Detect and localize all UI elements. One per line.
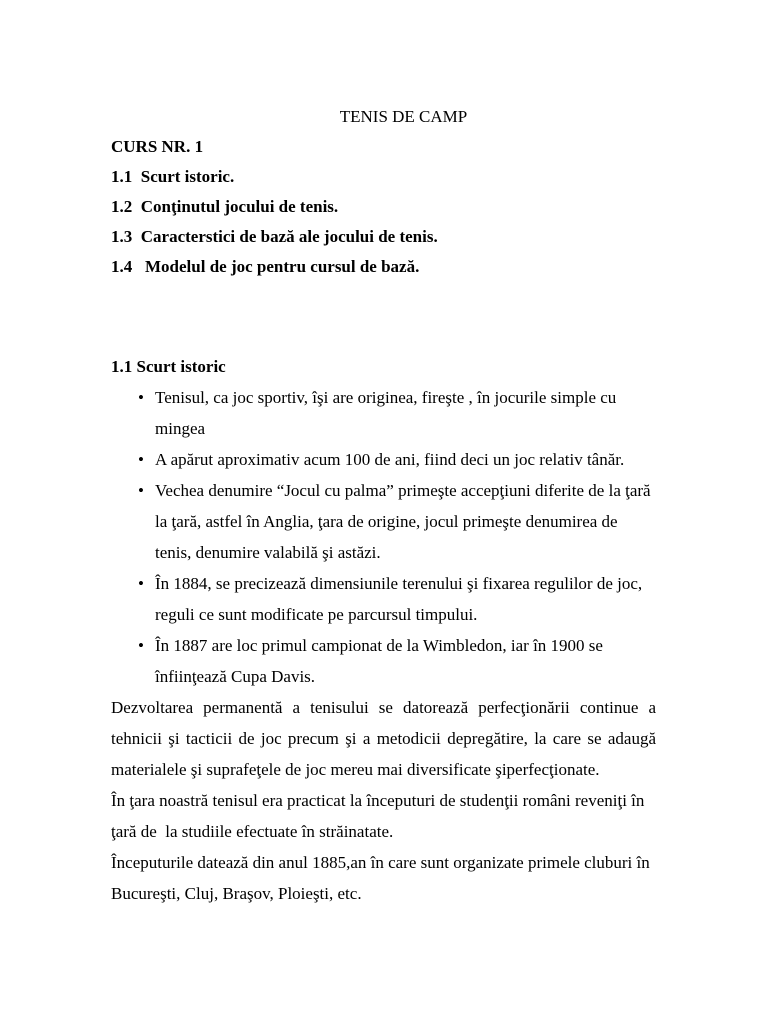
outline-item-1-1: 1.1 Scurt istoric. <box>111 167 235 186</box>
document-content <box>111 106 661 909</box>
list-item-text: În 1884, se precizează dimensiunile terenului şi fixarea regulilor de joc, reguli ce sunt modificate pe parcursul timpului. <box>155 574 643 624</box>
list-item-text: Vechea denumire “Jocul cu palma” primeşte accepţiuni diferite de la ţară la ţară, astfel în Anglia, ţara de origine, jocul primeşte denumirea de tenis, denumire valabilă şi astăzi. <box>155 481 651 562</box>
page-title: TENIS DE CAMP <box>339 107 468 126</box>
list-item-text: În 1887 are loc primul campionat de la Wimbledon, iar în 1900 se înfiinţează Cupa Davis. <box>155 636 603 686</box>
course-heading: CURS NR. 1 <box>111 137 204 156</box>
bullet-icon: • <box>138 388 144 407</box>
outline-block <box>111 132 656 282</box>
list-item <box>111 475 656 568</box>
list-item-text: Tenisul, ca joc sportiv, îşi are originea, fireşte , în jocurile simple cu mingea <box>155 388 617 438</box>
list-item <box>111 444 656 475</box>
bullet-icon: • <box>138 636 144 655</box>
list-item <box>111 382 656 444</box>
paragraph-inceputurile: Începuturile datează din anul 1885,an în care sunt organizate primele cluburi în Bucureşti, Cluj, Braşov, Ploieşti, etc. <box>111 853 655 903</box>
list-item <box>111 630 656 692</box>
section-heading-scurt-istoric: 1.1 Scurt istoric <box>111 357 226 376</box>
section-spacer <box>111 282 656 352</box>
list-item <box>111 568 656 630</box>
outline-item-1-4: 1.4 Modelul de joc pentru cursul de bază. <box>111 257 420 276</box>
paragraph-dezvoltarea: Dezvoltarea permanentă a tenisului se datorează perfecţionării continue a tehnicii şi tacticii de joc precum şi a metodicii depregătire, la care se adaugă materialele şi suprafeţele de joc mereu mai diversificate şiperfecţionate. <box>111 698 661 779</box>
outline-item-1-3: 1.3 Caracterstici de bază ale jocului de tenis. <box>111 227 438 246</box>
paragraph-tara-noastra: În ţara noastră tenisul era practicat la începuturi de studenţii români reveniţi în ţară de la studiile efectuate în străinatate. <box>111 791 649 841</box>
bullet-list <box>111 382 656 692</box>
bullet-icon: • <box>138 450 144 469</box>
outline-item-1-2: 1.2 Conţinutul jocului de tenis. <box>111 197 339 216</box>
bullet-icon: • <box>138 481 144 500</box>
list-item-text: A apărut aproximativ acum 100 de ani, fiind deci un joc relativ tânăr. <box>155 450 625 469</box>
bullet-icon: • <box>138 574 144 593</box>
